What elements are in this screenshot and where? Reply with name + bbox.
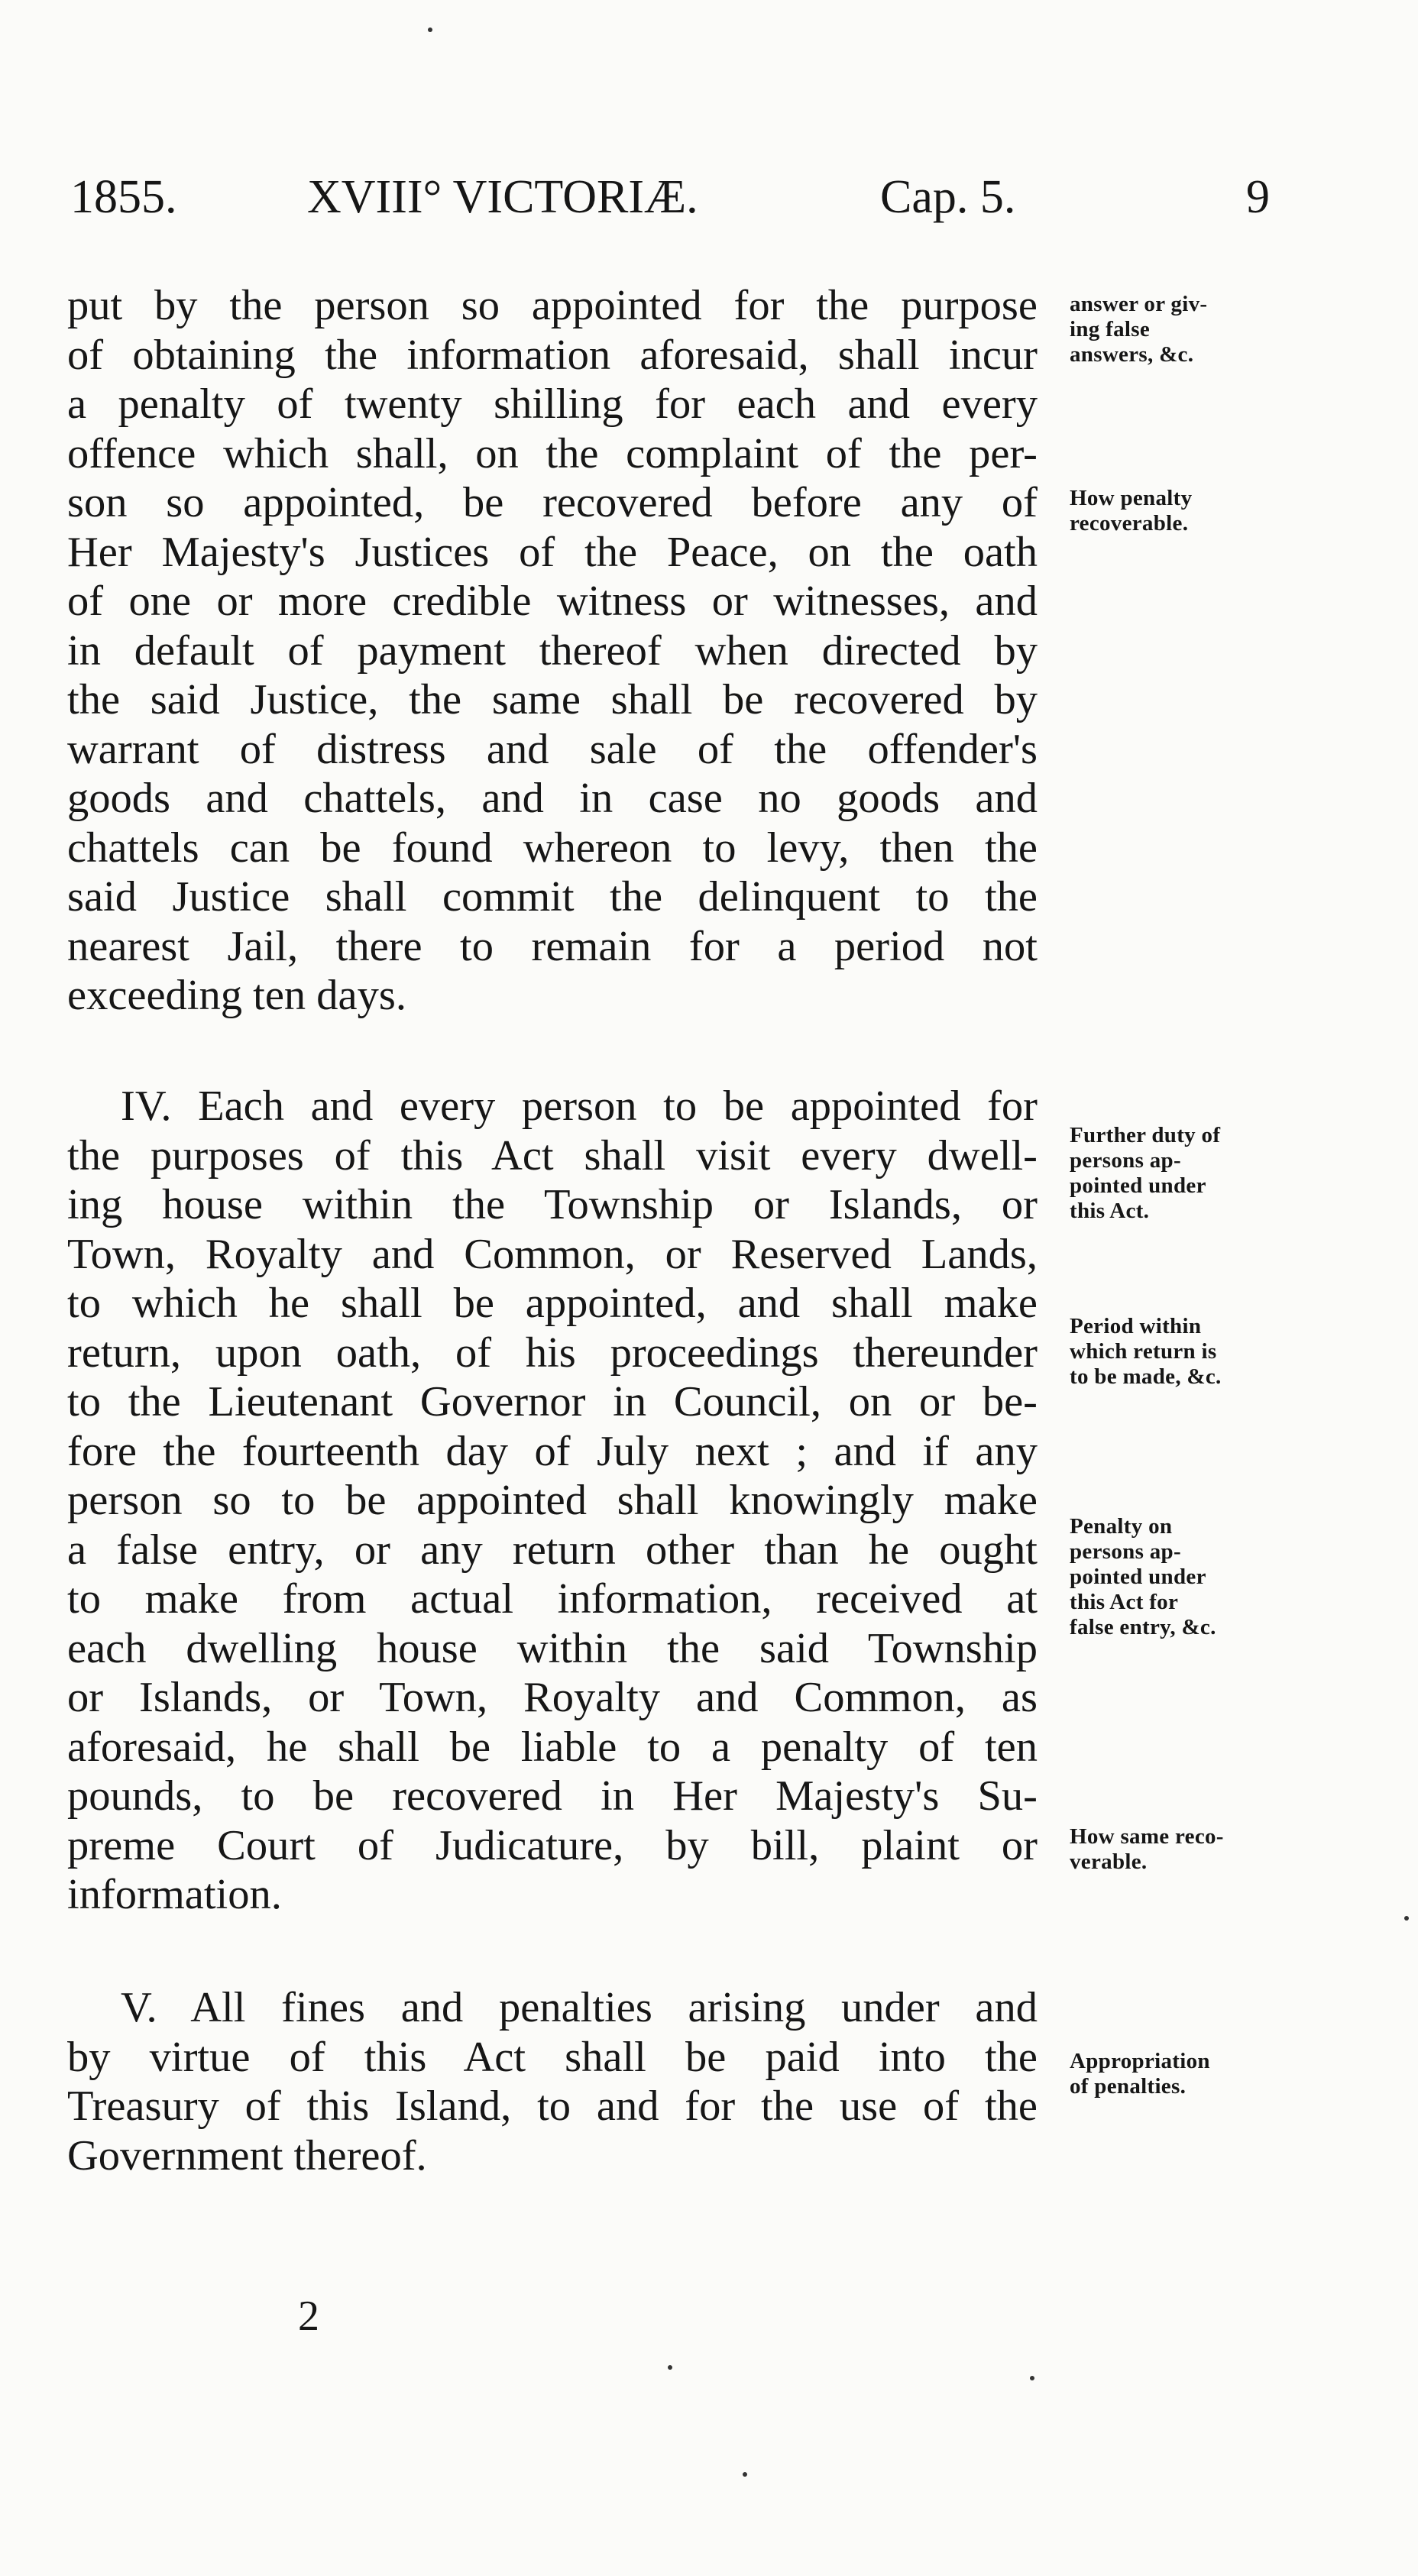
- text-line: to make from actual information, received at: [67, 1575, 1038, 1623]
- margin-note-line: this Act for: [1070, 1590, 1179, 1614]
- text-line: said Justice shall commit the delinquent to the: [67, 873, 1038, 921]
- header-page-number: 9: [1246, 171, 1270, 223]
- margin-note-period-within: [1070, 1314, 1322, 1390]
- text-line: V. All fines and penalties arising under and: [121, 1984, 1038, 2031]
- margin-note-line: How penalty: [1070, 486, 1193, 510]
- text-line: in default of payment thereof when directed by: [67, 626, 1038, 675]
- margin-note-line: this Act.: [1070, 1199, 1150, 1223]
- margin-note-line: ing false: [1070, 317, 1151, 341]
- text-line: chattels can be found whereon to levy, then the: [67, 824, 1038, 872]
- margin-note-line: of penalties.: [1070, 2074, 1187, 2099]
- margin-note-line: Further duty of: [1070, 1123, 1221, 1147]
- scan-speck: [428, 28, 432, 32]
- text-line: to which he shall be appointed, and shall make: [67, 1280, 1038, 1327]
- text-line: to the Lieutenant Governor in Council, on or be-: [67, 1378, 1038, 1426]
- margin-note-line: pointed under: [1070, 1565, 1206, 1589]
- text-line: IV. Each and every person to be appointed for: [121, 1083, 1038, 1130]
- header-year: 1855.: [70, 171, 177, 223]
- text-line: a penalty of twenty shilling for each and every: [67, 380, 1038, 428]
- text-line: pounds, to be recovered in Her Majesty's Su-: [67, 1772, 1038, 1820]
- margin-note-line: recoverable.: [1070, 511, 1189, 536]
- margin-note-line: verable.: [1070, 1849, 1148, 1874]
- margin-note-line: persons ap-: [1070, 1539, 1181, 1564]
- margin-note-line: persons ap-: [1070, 1148, 1181, 1173]
- margin-note-how-same: [1070, 1824, 1322, 1875]
- paragraph-section-iv: [67, 1082, 1038, 1920]
- text-line: information.: [67, 1871, 282, 1918]
- margin-note-line: which return is: [1070, 1339, 1217, 1364]
- text-line: or Islands, or Town, Royalty and Common, as: [67, 1674, 1038, 1721]
- margin-note-line: Period within: [1070, 1314, 1202, 1338]
- margin-note-line: answers, &c.: [1070, 342, 1194, 367]
- margin-note-line: Appropriation: [1070, 2049, 1210, 2073]
- margin-note-further-duty: [1070, 1123, 1322, 1224]
- text-line: Her Majesty's Justices of the Peace, on the oath: [67, 528, 1038, 576]
- margin-note-penalty-on: [1070, 1514, 1322, 1640]
- scan-speck: [668, 2365, 672, 2370]
- margin-note-line: answer or giv-: [1070, 292, 1208, 316]
- scan-speck: [743, 2472, 747, 2477]
- margin-note-appropriation: [1070, 2049, 1322, 2099]
- text-line: Government thereof.: [67, 2131, 427, 2180]
- margin-note-line: How same reco-: [1070, 1824, 1224, 1849]
- text-line: return, upon oath, of his proceedings thereunder: [67, 1328, 1038, 1377]
- running-header: [70, 167, 1270, 228]
- text-line: by virtue of this Act shall be paid into the: [67, 2033, 1038, 2081]
- text-line: offence which shall, on the complaint of the per-: [67, 429, 1038, 477]
- scan-speck: [1030, 2376, 1034, 2380]
- margin-note-how-penalty: [1070, 486, 1322, 536]
- text-line: of one or more credible witness or witnesses, and: [67, 578, 1038, 625]
- paragraph-section-v: [67, 1983, 1038, 2180]
- text-line: the said Justice, the same shall be recovered by: [67, 676, 1038, 723]
- text-line: a false entry, or any return other than he ought: [67, 1526, 1038, 1574]
- text-line: the purposes of this Act shall visit every dwell-: [67, 1131, 1038, 1180]
- text-line: preme Court of Judicature, by bill, plaint or: [67, 1821, 1038, 1869]
- text-line: Treasury of this Island, to and for the use of the: [67, 2082, 1038, 2130]
- text-line: warrant of distress and sale of the offender's: [67, 725, 1038, 773]
- margin-note-line: pointed under: [1070, 1173, 1206, 1198]
- text-line: nearest Jail, there to remain for a period not: [67, 922, 1038, 970]
- text-line: Town, Royalty and Common, or Reserved Lands,: [67, 1230, 1038, 1278]
- header-chapter: Cap. 5.: [880, 171, 1016, 223]
- margin-note-line: false entry, &c.: [1070, 1615, 1216, 1639]
- margin-note-answer-false: [1070, 292, 1322, 367]
- text-line: put by the person so appointed for the purpose: [67, 282, 1038, 329]
- text-line: fore the fourteenth day of July next ; and if any: [67, 1427, 1038, 1475]
- paragraph-continuation: [67, 281, 1038, 1021]
- signature-mark: 2: [298, 2293, 319, 2340]
- margin-note-line: to be made, &c.: [1070, 1364, 1222, 1389]
- text-line: of obtaining the information aforesaid, shall incur: [67, 331, 1038, 379]
- text-line: son so appointed, be recovered before any of: [67, 479, 1038, 526]
- text-line: aforesaid, he shall be liable to a penalty of ten: [67, 1723, 1038, 1771]
- header-reign: XVIII° VICTORIÆ.: [307, 171, 698, 223]
- text-line: exceeding ten days.: [67, 972, 406, 1019]
- text-line: person so to be appointed shall knowingly make: [67, 1477, 1038, 1524]
- text-line: each dwelling house within the said Township: [67, 1624, 1038, 1672]
- text-line: goods and chattels, and in case no goods and: [67, 775, 1038, 822]
- scan-speck: [1404, 1916, 1409, 1921]
- text-line: ing house within the Township or Islands, or: [67, 1181, 1038, 1228]
- margin-note-line: Penalty on: [1070, 1514, 1173, 1539]
